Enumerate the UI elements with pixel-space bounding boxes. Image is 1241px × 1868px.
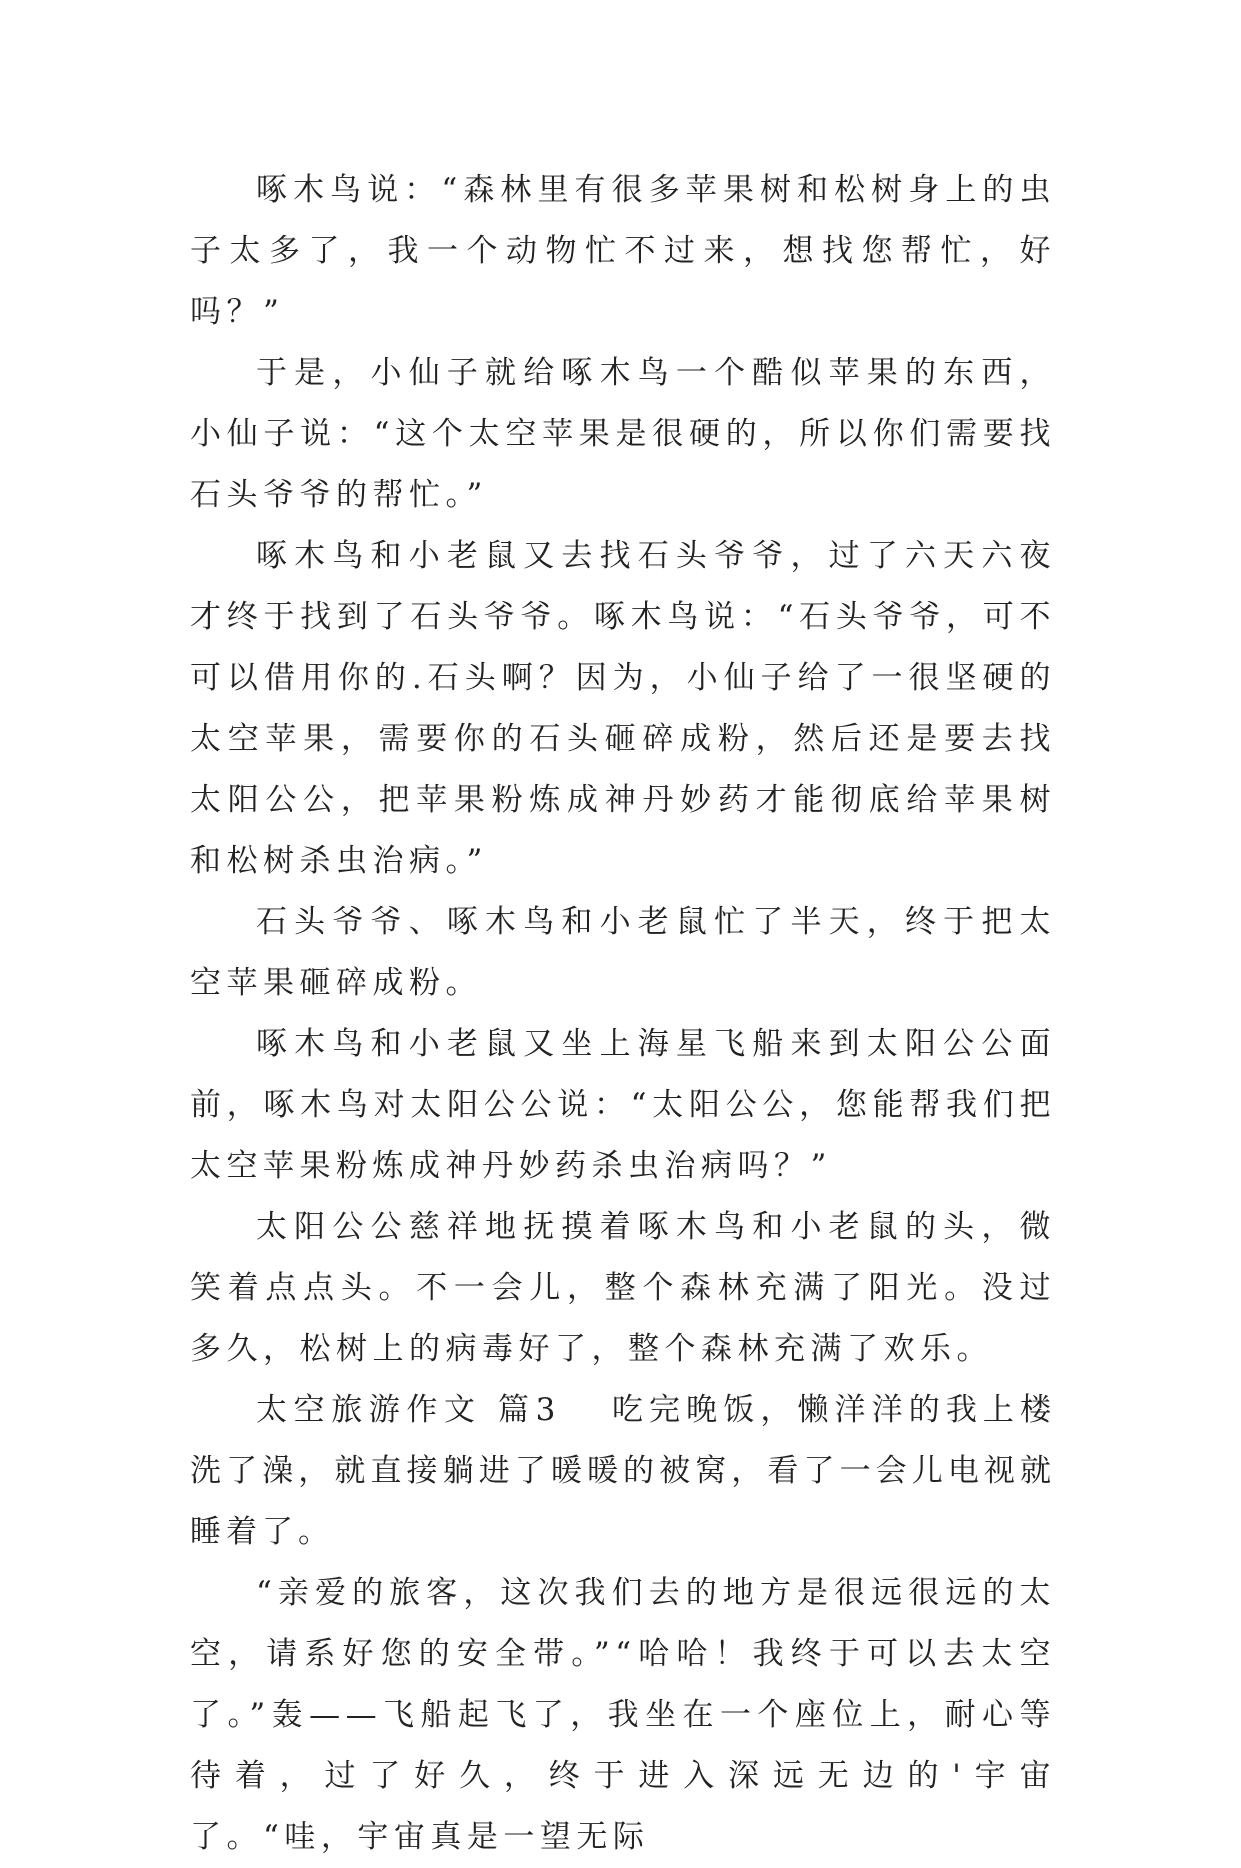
paragraph-forest-happy: 太阳公公慈祥地抚摸着啄木鸟和小老鼠的头，微笑着点点头。不一会儿，整个森林充满了阳光。没过多久，松树上的病毒好了，整个森林充满了欢乐。 — [190, 1209, 1056, 1367]
document-page — [190, 160, 1056, 1868]
section-heading: 太空旅游作文 篇3 — [256, 1392, 561, 1428]
paragraph-woodpecker-request: 啄木鸟说：“森林里有很多苹果树和松树身上的虫子太多了，我一个动物忙不过来，想找您帮忙，好吗？” — [190, 172, 1056, 330]
paragraph-crush-apple: 石头爷爷、啄木鸟和小老鼠忙了半天，终于把太空苹果砸碎成粉。 — [190, 904, 1056, 1001]
paragraph-space-trip: “亲爱的旅客，这次我们去的地方是很远很远的太空，请系好您的安全带。”“哈哈！我终于可以去太空了。”轰——飞船起飞了，我坐在一个座位上，耐心等待着，过了好久，终于进入深远无边的'宇宙了。“哇，宇宙真是一望无际 — [190, 1575, 1056, 1855]
paragraph-fairy-gift: 于是，小仙子就给啄木鸟一个酷似苹果的东西，小仙子说：“这个太空苹果是很硬的，所以你们需要找石头爷爷的帮忙。” — [190, 355, 1056, 513]
section-first-text: 吃完晚饭，懒洋洋的我上楼洗了澡，就直接躺进了暖暖的被窝，看了一会儿电视就睡着了。 — [190, 1392, 1057, 1550]
paragraph-stone-grandpa: 啄木鸟和小老鼠又去找石头爷爷，过了六天六夜才终于找到了石头爷爷。啄木鸟说：“石头爷爷，可不可以借用你的.石头啊？因为，小仙子给了一很坚硬的太空苹果，需要你的石头砸碎成粉，然后还是要去找太阳公公，把苹果粉炼成神丹妙药才能彻底给苹果树和松树杀虫治病。” — [190, 538, 1056, 879]
paragraph-sun-request: 啄木鸟和小老鼠又坐上海星飞船来到太阳公公面前，啄木鸟对太阳公公说：“太阳公公，您能帮我们把太空苹果粉炼成神丹妙药杀虫治病吗？” — [190, 1026, 1056, 1184]
paragraph-section-3 — [190, 1380, 1056, 1563]
